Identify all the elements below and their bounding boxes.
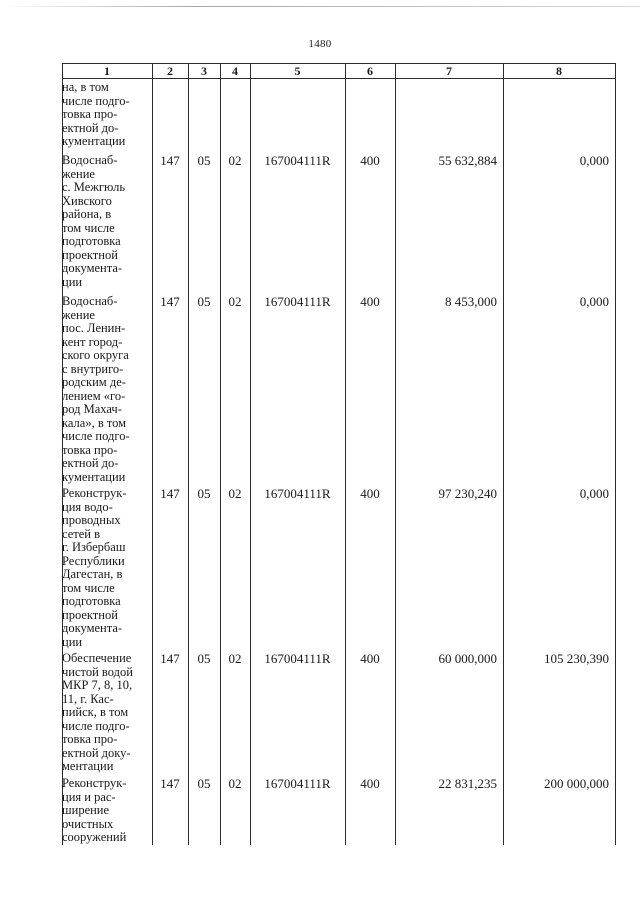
cell-col8: 0,000 <box>579 294 609 309</box>
cell-col8: 105 230,390 <box>544 651 609 666</box>
cell-col4: 02 <box>228 486 242 501</box>
cell-col4: 02 <box>228 776 242 791</box>
cell-col3: 05 <box>197 294 211 309</box>
cell-col7: 97 230,240 <box>438 486 497 501</box>
cell-col5: 167004111R <box>264 651 331 666</box>
col-border-6 <box>395 63 396 845</box>
col-border-5 <box>345 63 346 845</box>
col-header-2: 2 <box>167 64 173 78</box>
col-border-3 <box>220 63 221 845</box>
cell-col4: 02 <box>228 651 242 666</box>
cell-col2: 147 <box>160 651 180 666</box>
col-border-1 <box>152 63 153 845</box>
cell-col7: 8 453,000 <box>445 294 497 309</box>
scan-edge-line <box>0 6 640 7</box>
cell-col3: 05 <box>197 486 211 501</box>
cell-col6: 400 <box>360 486 380 501</box>
cell-col2: 147 <box>160 294 180 309</box>
col-border-7 <box>503 63 504 845</box>
cell-col7: 60 000,000 <box>438 651 497 666</box>
cell-col2: 147 <box>160 486 180 501</box>
cell-col3: 05 <box>197 153 211 168</box>
row-name: Реконструк- ция и рас- ширение очистных сооружений <box>62 776 127 844</box>
cell-col4: 02 <box>228 153 242 168</box>
row-name: Водоснаб- жение с. Межгюль Хивского района, в том числе подготовка проектной документа- ции <box>62 153 126 289</box>
page-number: 1480 <box>308 38 332 50</box>
col-header-1: 1 <box>104 64 110 78</box>
cell-col3: 05 <box>197 776 211 791</box>
cell-col6: 400 <box>360 294 380 309</box>
cell-col8: 200 000,000 <box>544 776 609 791</box>
col-header-3: 3 <box>201 64 207 78</box>
row-name: Реконструк- ция водо- проводных сетей в г. Избербаш Республики Дагестан, в том числе подготовка проектной документа- ции <box>62 486 127 649</box>
col-border-8 <box>615 63 616 845</box>
cell-col4: 02 <box>228 294 242 309</box>
cell-col6: 400 <box>360 651 380 666</box>
col-header-4: 4 <box>232 64 238 78</box>
row-name: Водоснаб- жение пос. Ленин- кент город- ского округа с внутриго- родским де- лением «го- род Махач- кала», в том числе подго- товка про- ектной до- кументации <box>62 294 130 484</box>
cell-col2: 147 <box>160 153 180 168</box>
budget-table <box>62 63 616 845</box>
cell-col8: 0,000 <box>579 486 609 501</box>
col-header-8: 8 <box>556 64 562 78</box>
col-header-5: 5 <box>294 64 301 78</box>
row-name: Обеспечение чистой водой МКР 7, 8, 10, 11, г. Кас- пийск, в том числе подго- товка про- ектной доку- ментации <box>62 651 133 773</box>
cell-col6: 400 <box>360 776 380 791</box>
cell-col5: 167004111R <box>264 153 331 168</box>
header-bottom-border <box>62 78 616 79</box>
cell-col6: 400 <box>360 153 380 168</box>
cell-col8: 0,000 <box>579 153 609 168</box>
cell-col5: 167004111R <box>264 486 331 501</box>
cell-col7: 22 831,235 <box>438 776 497 791</box>
cell-col5: 167004111R <box>264 294 331 309</box>
col-border-2 <box>188 63 189 845</box>
cell-col3: 05 <box>197 651 211 666</box>
col-header-7: 7 <box>446 64 452 78</box>
cell-col2: 147 <box>160 776 180 791</box>
cell-col5: 167004111R <box>264 776 331 791</box>
col-border-4 <box>250 63 251 845</box>
col-header-6: 6 <box>367 64 373 78</box>
cell-col7: 55 632,884 <box>438 153 497 168</box>
row-name: на, в том числе подго- товка про- ектной до- кументации <box>62 80 130 148</box>
